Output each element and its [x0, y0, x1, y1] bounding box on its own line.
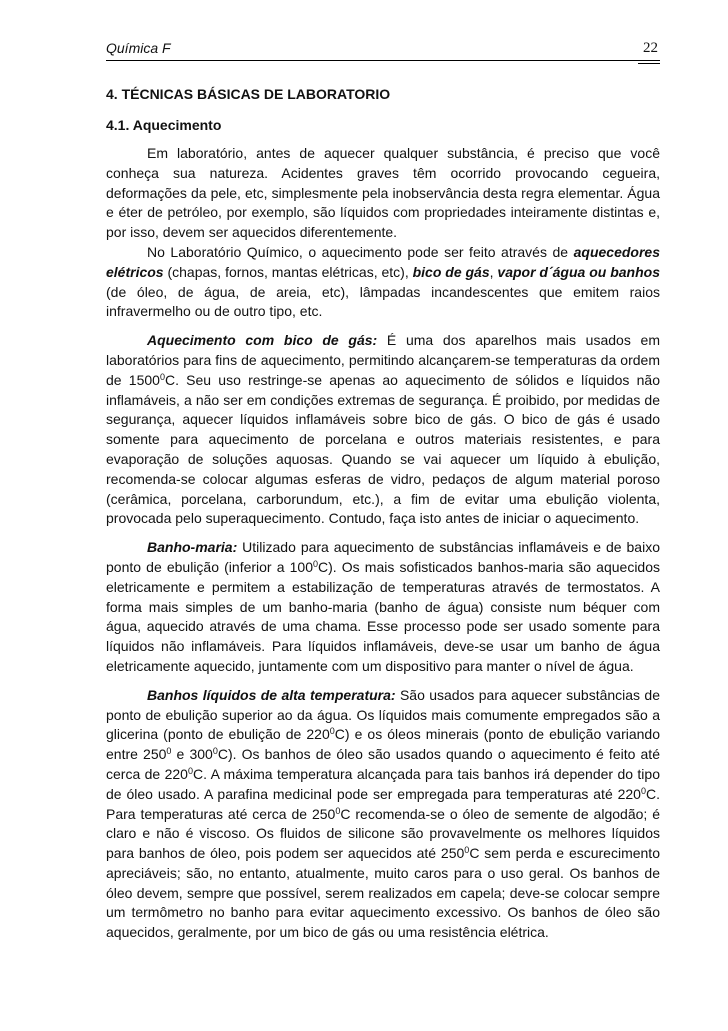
term-vapor-banhos: vapor d´água ou banhos [497, 263, 660, 280]
paragraph-3 [106, 331, 660, 529]
superscript: 0 [312, 558, 318, 569]
text: (chapas, fornos, mantas elétricas, etc), [163, 263, 413, 280]
text: (de óleo, de água, de areia, etc), lâmpadas incandescentes que emitem raios infravermelho ou de outro tipo, etc. [106, 283, 660, 320]
section-title: 4.1. Aquecimento [106, 117, 222, 133]
superscript: 0 [335, 805, 341, 816]
superscript: 0 [329, 726, 335, 737]
superscript: 0 [187, 765, 193, 776]
chapter-title: 4. TÉCNICAS BÁSICAS DE LABORATORIO [106, 86, 391, 102]
superscript: 0 [464, 845, 470, 856]
text: C). Os mais sofisticados banhos-maria são aquecidos eletricamente e permitem a estabilização de temperaturas através de termostatos. A forma mais simples de um banho-maria (banho de água) consiste num béquer com água, aquecido através de uma chama. Esse processo pode ser usado somente para líquidos não inflamáveis. Para líquidos inflamáveis, deve-se usar um banho de água eletricamente aquecido, juntamente com um dispositivo para manter o nível de água. [106, 558, 660, 674]
page-header [106, 36, 660, 61]
text: No Laboratório Químico, o aquecimento pode ser feito através de [147, 243, 574, 260]
paragraph-2 [106, 243, 660, 322]
text: C sem perda e escurecimento apreciáveis; são, no entanto, atualmente, muito caros para o uso geral. Os banhos de óleo devem, sempre que possível, serem realizados em capela; deve-se colocar sempre um termômetro no banho para evitar aquecimento excessivo. Os banhos de óleo são aquecidos, geralmente, por um bico de gás ou uma resistência elétrica. [106, 845, 660, 941]
text: C recomenda-se o óleo de semente de algodão; é claro e não é viscoso. Os fluidos de silicone são provavelmente os melhores líquidos para banhos de óleo, pois podem ser aquecidos até 250 [106, 805, 660, 862]
term-banho-maria: Banho-maria: [147, 539, 238, 556]
superscript: 0 [166, 746, 172, 757]
superscript: 0 [159, 371, 165, 382]
term-aquecedores-eletricos: aquecedores elétricos [106, 243, 660, 280]
superscript: 0 [212, 746, 218, 757]
superscript: 0 [640, 785, 646, 796]
text: C. Seu uso restringe-se apenas ao aquecimento de sólidos e líquidos não inflamáveis, a não ser em condições extremas de segurança. É proibido, por medidas de segurança, aquecer líquidos inflamáveis sobre bico de gás. O bico de gás é usado somente para aquecimento de porcelana e outros materiais resistentes, e para evaporação de soluções aquosas. Quando se vai aquecer um líquido à ebulição, recomenda-se colocar algumas esferas de vidro, pedaços de algum material poroso (cerâmica, porcelana, carborundum, etc.), a fim de evitar uma ebulição violenta, provocada pelo superaquecimento. Contudo, faça isto antes de iniciar o aquecimento. [106, 371, 660, 527]
text: Utilizado para aquecimento de substâncias inflamáveis e de baixo ponto de ebulição (inferior a 100 [106, 539, 660, 575]
term-banhos-liquidos: Banhos líquidos de alta temperatura: [147, 686, 396, 703]
text: , [489, 263, 498, 280]
text: C. Para temperaturas até cerca de 250 [106, 785, 660, 822]
text: É uma dos aparelhos mais usados em laboratórios para fins de aquecimento, permitindo alcançarem-se temperaturas da ordem de 1500 [106, 332, 660, 388]
term-aquecimento-bico: Aquecimento com bico de gás: [147, 332, 378, 349]
page-number: 22 [643, 40, 658, 56]
paragraph-4 [106, 538, 660, 677]
text: C). Os banhos de óleo são usados quando o aquecimento é feito até cerca de 220 [106, 746, 660, 782]
paragraph-1: Em laboratório, antes de aquecer qualquer substância, é preciso que você conheça sua natureza. Acidentes graves têm ocorrido provocando cegueira, deformações da pele, etc, simplesmente pela inobservância desta regra elementar. Água e éter de petróleo, por exemplo, são líquidos com propriedades inteiramente distintas e, por isso, devem ser aquecidos diferentemente. [106, 145, 660, 241]
body-text [106, 144, 660, 943]
document-page [106, 36, 660, 943]
text: C. A máxima temperatura alcançada para tais banhos irá depender do tipo de óleo usado. A parafina medicinal pode ser empregada para temperaturas até 220 [106, 765, 660, 802]
paragraph-5 [106, 686, 660, 943]
term-bico-de-gas: bico de gás [412, 263, 490, 280]
text: C) e os óleos minerais (ponto de ebulição variando entre 250 [106, 726, 661, 763]
header-rule-accent [638, 63, 660, 64]
text: São usados para aquecer substâncias de ponto de ebulição superior ao da água. Os líquidos mais comumente empregados são a glicerina (ponto de ebulição de 220 [106, 686, 660, 743]
header-title: Química F [106, 40, 171, 56]
text: e 300 [171, 746, 213, 763]
